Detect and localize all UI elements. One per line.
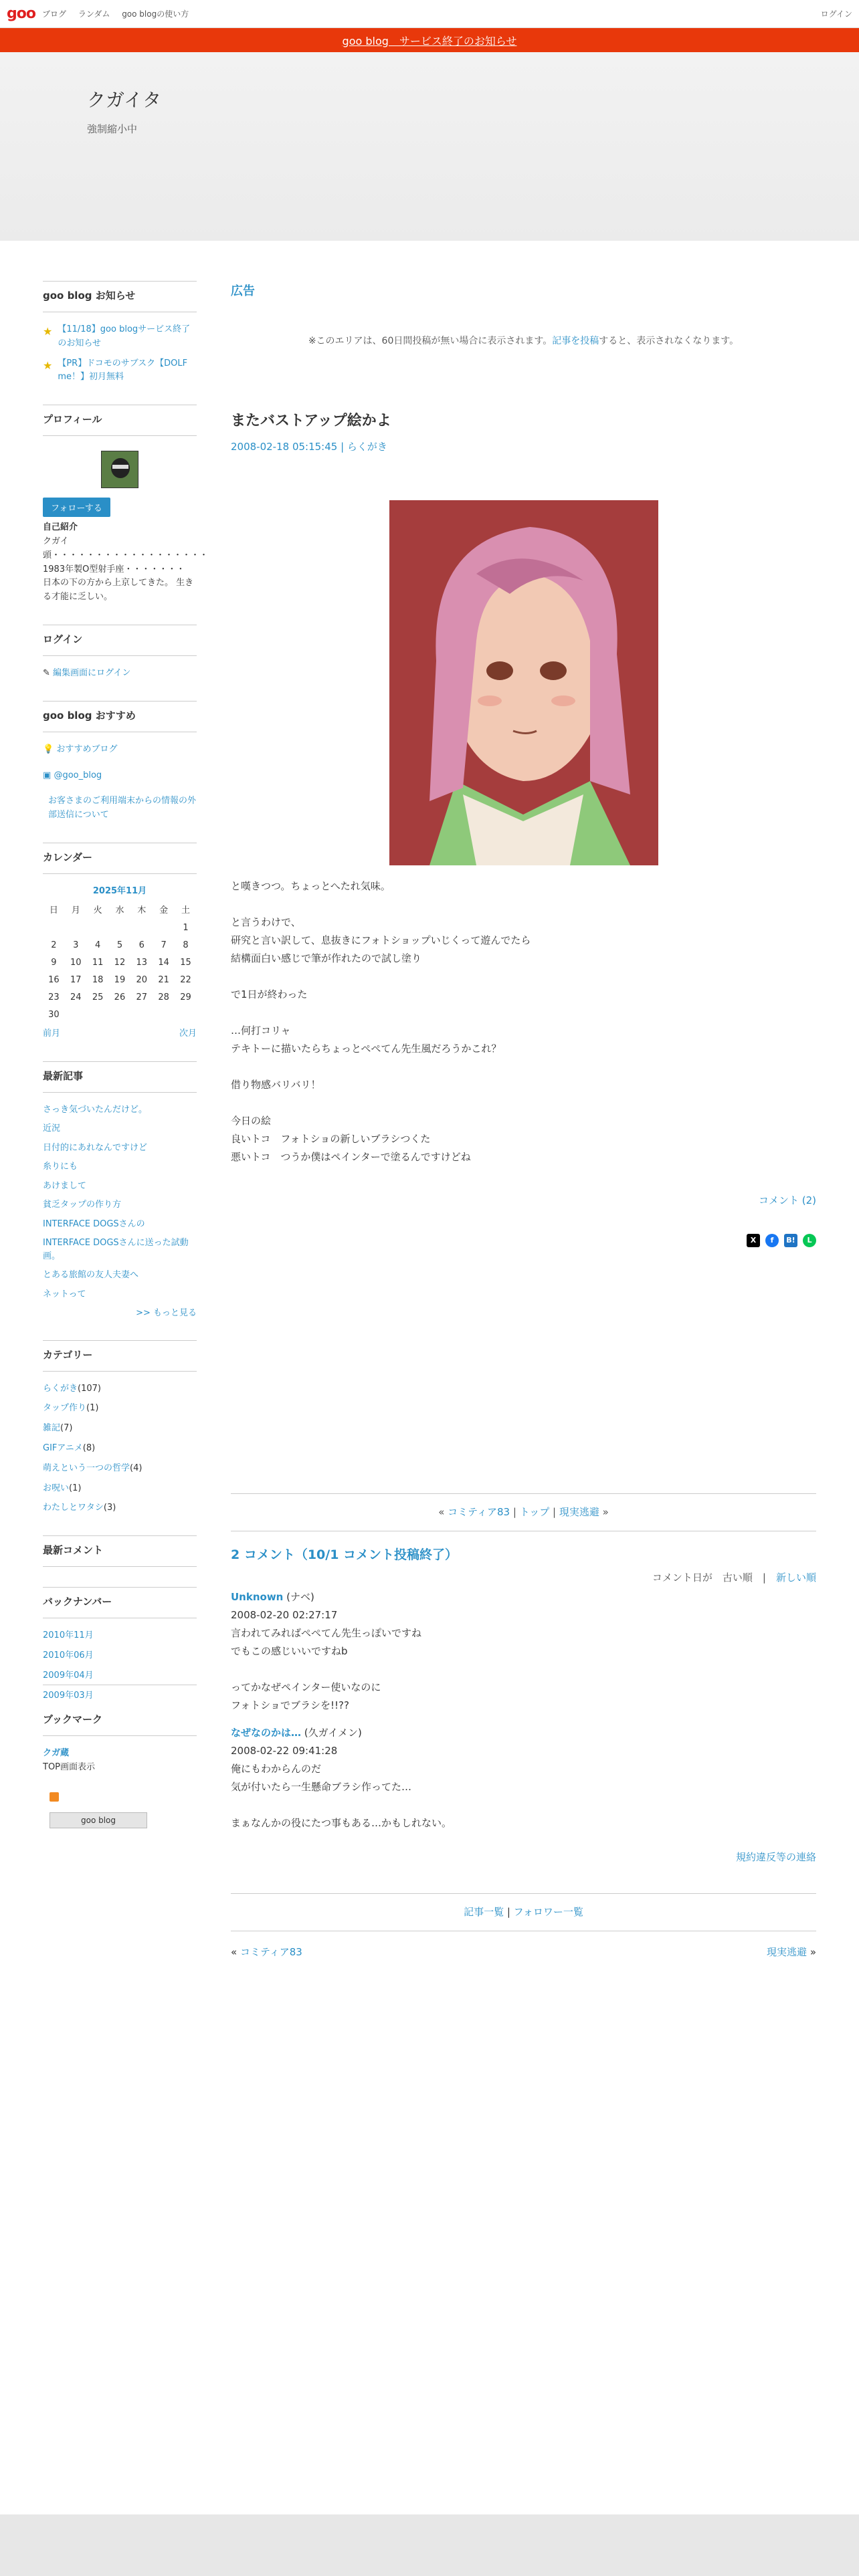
calendar-day: 28 (158, 992, 169, 1003)
post-line: テキトーに描いたらちょっとぺぺてん先生風だろうかこれ？ (231, 1043, 502, 1055)
category-count: (107) (78, 1383, 101, 1394)
next-post-link[interactable]: 現実逃避 (559, 1506, 599, 1519)
calendar-day (175, 1007, 197, 1025)
recent-post-link[interactable]: 貧乏タップの作り方 (43, 1200, 122, 1210)
calendar-day: 11 (92, 958, 104, 968)
sort-label: コメント日が (652, 1572, 712, 1584)
intro-label: 自己紹介 (43, 522, 78, 533)
post-line (231, 1004, 816, 1022)
post-illustration (389, 500, 658, 865)
page-footer (0, 2514, 859, 2576)
recent-post-link[interactable]: INTERFACE DOGSさんに送った試動画。 (43, 1238, 189, 1261)
main-content (231, 281, 816, 1961)
backnumber-link[interactable]: 2010年06月 (43, 1650, 94, 1660)
calendar-day (87, 1007, 109, 1025)
category-link[interactable]: タップ作り (43, 1403, 87, 1414)
category-count: (8) (82, 1442, 96, 1453)
login-section (43, 625, 197, 681)
star-icon: ★ (43, 358, 53, 372)
comment-author[interactable]: なぜなのかは… (231, 1727, 302, 1739)
weekday: 土 (181, 905, 191, 916)
backnumber-link[interactable]: 2010年11月 (43, 1630, 94, 1641)
weekday: 火 (93, 905, 102, 916)
service-notice-bar (0, 28, 859, 52)
bookmark-title: ブックマーク (43, 1705, 197, 1736)
calendar-day: 1 (183, 923, 189, 934)
intro-line: 日本の下の方から上京してきた。 生きる才能に乏しい。 (43, 578, 194, 603)
prev-post-link[interactable]: コミティア83 (448, 1506, 510, 1519)
lightbulb-icon: 💡 (43, 744, 54, 754)
category-link[interactable]: わたしとワタシ (43, 1503, 104, 1513)
bottom-prev-link[interactable]: コミティア83 (240, 1946, 302, 1959)
prev-next-nav: « コミティア83 現実逃避 » (231, 1946, 816, 1959)
comment (231, 1724, 816, 1832)
twitter-icon: ▣ (43, 770, 52, 780)
calendar-day (130, 1007, 153, 1025)
profile-section (43, 405, 209, 605)
post-category-link[interactable]: らくがき (347, 441, 387, 453)
profile-title: プロフィール (43, 405, 197, 436)
recent-posts-section (43, 1061, 197, 1320)
ad-title: 広告 (231, 284, 255, 298)
calendar-day (153, 1007, 175, 1025)
category-link[interactable]: お呪い (43, 1483, 70, 1493)
calendar-day: 12 (114, 958, 126, 968)
calendar-day: 6 (138, 940, 145, 951)
calendar-next-link[interactable]: 次月 (179, 1028, 197, 1039)
post-line: 研究と言い訳して、息抜きにフォトショップいじくって遊んでたら (231, 934, 531, 947)
follower-list-link[interactable]: フォロワー一覧 (513, 1906, 583, 1919)
star-icon: ★ (43, 325, 53, 338)
news-item[interactable]: 【11/18】goo blogサービス終了のお知らせ (58, 324, 191, 348)
comment-date: 2008-02-22 09:41:28 (231, 1745, 338, 1757)
x-share-icon[interactable]: X (747, 1234, 760, 1247)
comment-sort: コメント日が 古い順 | 新しい順 (652, 1572, 816, 1584)
bottom-links: 記事一覧 | フォロワー一覧 (231, 1893, 816, 1931)
post-line: …何打コリャ (231, 1025, 291, 1037)
comment-author-sub: (ナベ) (286, 1591, 314, 1604)
sidebar (43, 281, 209, 1848)
post-article-link[interactable]: 記事を投稿 (552, 336, 599, 347)
calendar-day: 13 (136, 958, 148, 968)
article-list-link[interactable]: 記事一覧 (464, 1906, 504, 1919)
calendar-day: 26 (114, 992, 126, 1003)
calendar-day: 20 (136, 975, 148, 986)
calendar-day (87, 920, 109, 938)
post-line (231, 1094, 816, 1112)
comment-line: 言われてみればぺぺてん先生っぽいですね (231, 1627, 422, 1640)
calendar-day: 7 (161, 940, 167, 951)
post-line: 悪いトコ つうか僕はペインターで塗るんですけどね (231, 1151, 471, 1164)
calendar-day: 22 (180, 975, 191, 986)
comment-line (231, 1660, 816, 1679)
category-link[interactable]: 萌えという一つの哲学 (43, 1463, 130, 1473)
calendar-day: 29 (180, 992, 191, 1003)
calendar-day: 3 (73, 940, 79, 951)
ad-note-text: ※このエリアは、60日間投稿が無い場合に表示されます。 (308, 336, 553, 347)
backnumber-title: バックナンバー (43, 1587, 197, 1618)
goo-blog-badge[interactable]: goo blog (50, 1812, 147, 1828)
calendar-day: 4 (94, 940, 101, 951)
calendar-day (43, 920, 65, 938)
comment-line: 気が付いたら一生懸命ブラシ作ってた… (231, 1781, 412, 1794)
weekday: 金 (159, 905, 169, 916)
news-item[interactable]: 【PR】ドコモのサブスク【DOLF me！】初月無料 (58, 358, 188, 383)
recent-posts-title: 最新記事 (43, 1061, 197, 1093)
backnumber-link[interactable]: 2009年03月 (43, 1690, 94, 1701)
calendar-day: 17 (70, 975, 82, 986)
nav-howto[interactable]: goo blogの使い方 (122, 9, 189, 19)
recent-post-link[interactable]: INTERFACE DOGSさんの (43, 1218, 145, 1229)
calendar-day: 14 (158, 958, 169, 968)
calendar-day: 19 (114, 975, 126, 986)
comment-line: 俺にもわからんのだ (231, 1763, 322, 1776)
calendar-day: 2 (51, 940, 57, 951)
category-count: (7) (60, 1423, 73, 1434)
sort-new-link[interactable]: 新しい順 (775, 1572, 816, 1584)
recommend-section (43, 701, 197, 823)
calendar-day: 16 (48, 975, 60, 986)
comment-author-sub: (久ガイメン) (304, 1727, 362, 1739)
weekday: 木 (137, 905, 147, 916)
calendar-day: 8 (183, 940, 189, 951)
weekday: 日 (49, 905, 58, 916)
category-link[interactable]: GIFアニメ (43, 1442, 83, 1453)
top-nav (42, 8, 198, 19)
calendar-day: 23 (48, 992, 60, 1003)
facebook-share-icon[interactable]: f (765, 1234, 779, 1247)
calendar-table (43, 903, 197, 1025)
calendar-day (65, 1007, 87, 1025)
calendar-day (65, 920, 87, 938)
backnumber-link[interactable]: 2009年04月 (43, 1670, 94, 1681)
comment-line: でもこの感じいいですねb (231, 1645, 348, 1658)
news-title: goo blog お知らせ (43, 281, 197, 312)
intro-line: 1983年製O型射手座・・・・・・・ (43, 564, 185, 574)
calendar-month[interactable]: 2025年11月 (92, 885, 147, 896)
intro-line: クガイ (43, 536, 69, 546)
bookmark-link[interactable]: クガ蔵 (43, 1748, 70, 1759)
recent-post-link[interactable]: 糸りにも (43, 1162, 78, 1172)
line-share-icon[interactable]: L (803, 1234, 816, 1247)
share-buttons (231, 1234, 816, 1247)
calendar-day: 25 (92, 992, 104, 1003)
category-section (43, 1340, 197, 1516)
recent-post-link[interactable]: ネットって (43, 1289, 86, 1299)
login-title: ログイン (43, 625, 197, 656)
recent-comments-section (43, 1535, 197, 1567)
report-link[interactable]: 規約違反等の連絡 (735, 1851, 816, 1864)
comment-line (231, 1796, 816, 1814)
recent-comments-title: 最新コメント (43, 1535, 197, 1567)
goo-logo[interactable]: goo (7, 5, 35, 22)
comments-heading: 2 コメント（10/1 コメント投稿終了） (231, 1547, 458, 1563)
calendar-day: 5 (116, 940, 123, 951)
category-count: (3) (103, 1503, 116, 1513)
post-meta: 2008-02-18 05:15:45 | らくがき (231, 441, 387, 453)
follow-button[interactable]: フォローする (43, 498, 110, 517)
post-line: で1日が終わった (231, 988, 308, 1001)
calendar-day: 21 (158, 975, 169, 986)
bookmark-section (43, 1705, 197, 1828)
weekday: 月 (71, 905, 80, 916)
top-bar (0, 0, 859, 28)
news-section (43, 281, 197, 385)
pencil-icon: ✎ (43, 667, 50, 678)
blog-description: 強制縮小中 (87, 123, 138, 135)
recent-post-link[interactable]: とある旅館の友人夫妻へ (43, 1270, 139, 1281)
blog-header (0, 52, 859, 241)
nav-random[interactable]: ランダム (78, 9, 110, 19)
calendar-day: 10 (70, 958, 82, 968)
comment-line: ってかなぜペインター使いなのに (231, 1681, 381, 1694)
blog-title[interactable]: クガイタ (87, 89, 162, 111)
calendar-day (109, 1007, 131, 1025)
post-body (231, 877, 816, 1166)
category-title: カテゴリー (43, 1340, 197, 1372)
post-line (231, 895, 816, 914)
recent-post-link[interactable]: 日付的にあれなんですけど (43, 1142, 148, 1153)
edit-login-link[interactable]: 編集画面にログイン (53, 667, 131, 678)
calendar-day: 9 (51, 958, 57, 968)
post-line: 結構面白い感じで筆が作れたので試し塗り (231, 952, 422, 965)
comment-count-link[interactable]: コメント (2) (758, 1194, 816, 1207)
external-info-link[interactable]: お客さまのご利用端末からの情報の外部送信について (48, 796, 197, 821)
login-link[interactable]: ログイン (820, 9, 852, 19)
bottom-next-link[interactable]: 現実逃避 (767, 1946, 807, 1959)
post-pager: « コミティア83 | トップ | 現実逃避 » (231, 1493, 816, 1531)
category-link[interactable]: らくがき (43, 1383, 78, 1394)
top-link[interactable]: トップ (519, 1506, 550, 1519)
comment-date: 2008-02-20 02:27:17 (231, 1609, 338, 1622)
category-link[interactable]: 雑記 (43, 1423, 61, 1434)
recent-post-link[interactable]: あけまして (43, 1180, 87, 1191)
calendar-day (109, 920, 131, 938)
post-line: と嘆きつつ。ちょっとへたれ気味。 (231, 880, 391, 893)
illustration-svg (389, 500, 658, 865)
backnumber-section (43, 1587, 197, 1701)
post-date: 2008-02-18 05:15:45 (231, 441, 338, 453)
sort-old[interactable]: 古い順 (722, 1572, 753, 1584)
hatena-share-icon[interactable]: B! (784, 1234, 797, 1247)
recommend-title: goo blog おすすめ (43, 701, 197, 732)
post-line: 今日の絵 (231, 1115, 272, 1128)
post-line: と言うわけで、 (231, 916, 301, 929)
post-line: 借り物感バリバリ！ (231, 1079, 321, 1091)
post-line: 良いトコ フォトショの新しいブラシつくた (231, 1133, 431, 1146)
more-posts-link[interactable]: >> もっと見る (136, 1308, 197, 1319)
calendar-day: 24 (70, 992, 82, 1003)
recommend-blog-link[interactable]: おすすめブログ (56, 744, 118, 754)
comment-line: まぁなんかの役にたつ事もある…かもしれない。 (231, 1817, 452, 1830)
ad-note (231, 333, 816, 350)
category-count: (1) (69, 1483, 82, 1493)
bookmark-desc: TOP画面表示 (43, 1761, 96, 1772)
category-count: (1) (86, 1403, 99, 1414)
rss-icon[interactable] (50, 1792, 59, 1802)
recent-post-link[interactable]: 近況 (43, 1123, 61, 1134)
category-count: (4) (130, 1463, 142, 1473)
comment (231, 1588, 816, 1715)
calendar-day: 27 (136, 992, 148, 1003)
ad-note-text: すると、表示されなくなります。 (599, 336, 739, 347)
post-line (231, 1058, 816, 1076)
avatar[interactable] (101, 451, 138, 488)
intro-line: 頭・・・・・・・・・・・・・・・・・・ (43, 550, 209, 560)
post-title[interactable]: またバストアップ絵かよ (231, 412, 391, 429)
nav-blog[interactable]: ブログ (41, 9, 66, 19)
calendar-title: カレンダー (43, 843, 197, 874)
post-line (231, 968, 816, 986)
service-notice-link[interactable]: goo blog サービス終了のお知らせ (342, 34, 517, 47)
calendar-day (130, 920, 153, 938)
calendar-prev-link[interactable]: 前月 (43, 1028, 61, 1039)
calendar-day (153, 920, 175, 938)
recent-post-link[interactable]: さっき気づいたんだけど。 (43, 1104, 148, 1115)
calendar-day: 18 (92, 975, 104, 986)
comment-line: フォトショでブラシを!!?? (231, 1699, 349, 1712)
calendar-day: 15 (180, 958, 191, 968)
twitter-link[interactable]: @goo_blog (54, 770, 102, 780)
calendar-section (43, 843, 197, 1041)
weekday: 水 (115, 905, 124, 916)
calendar-day: 30 (48, 1010, 60, 1021)
comment-author[interactable]: Unknown (231, 1591, 284, 1604)
